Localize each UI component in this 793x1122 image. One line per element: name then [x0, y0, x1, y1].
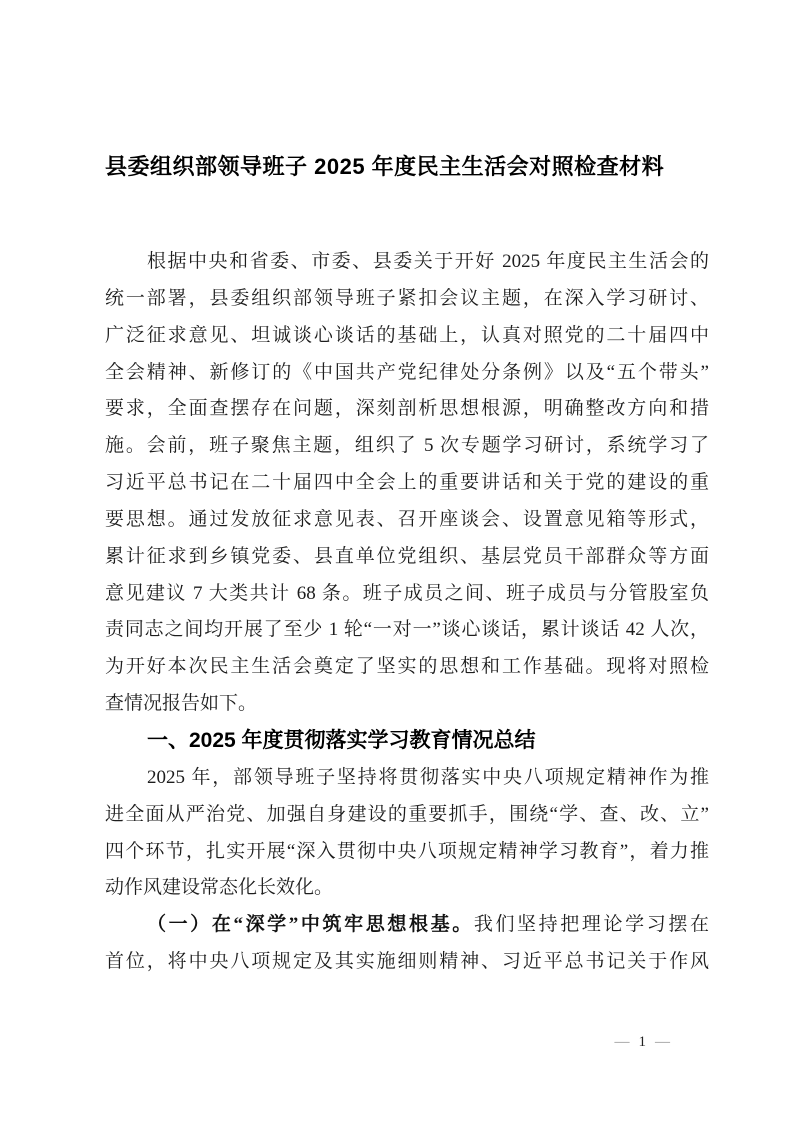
- text-run: 根据中央和省委、市委、县委关于开好 2025 年度民主生活会的: [147, 251, 709, 272]
- text-line: [105, 686, 709, 723]
- text-run: 首位，将中央八项规定及其实施细则精神、习近平总书记关于作风: [105, 951, 709, 973]
- page-number-left-dash: —: [614, 1034, 630, 1050]
- paragraph: [105, 907, 709, 981]
- paragraph: [105, 244, 709, 723]
- page-number: [615, 1031, 671, 1053]
- text-line: [105, 502, 709, 539]
- text-line: [105, 539, 709, 576]
- text-run: 四个环节，扎实开展“深入贯彻中央八项规定精神学习教育”，着力推: [105, 840, 709, 862]
- text-run: 动作风建设常态化长效化。: [105, 877, 334, 899]
- text-run: 查情况报告如下。: [105, 693, 258, 715]
- text-run: 统一部署，县委组织部领导班子紧扣会议主题，在深入学习研讨、: [105, 287, 709, 309]
- text-line: [105, 355, 709, 392]
- text-run: 全会精神、新修订的《中国共产党纪律处分条例》以及“五个带头”: [105, 361, 709, 383]
- text-run: 习近平总书记在二十届四中全会上的重要讲话和关于党的建设的重: [105, 472, 709, 494]
- text-run: 我们坚持把理论学习摆在: [473, 914, 709, 936]
- page-number-right-dash: —: [655, 1034, 670, 1050]
- text-run: 意见建议 7 大类共计 68 条。班子成员之间、班子成员与分管股室负: [105, 582, 709, 604]
- text-line: [105, 760, 709, 797]
- section-heading: [105, 723, 709, 760]
- document-title: 县委组织部领导班子 2025 年度民主生活会对照检查材料: [105, 154, 665, 179]
- text-line: [105, 797, 709, 834]
- text-run: 广泛征求意见、坦诚谈心谈话的基础上，认真对照党的二十届四中: [105, 324, 709, 346]
- text-run: 2025 年，部领导班子坚持将贯彻落实中央八项规定精神作为推: [147, 766, 709, 788]
- bold-lead-text: （一）在“深学”中筑牢思想根基。: [147, 914, 474, 936]
- text-line: [105, 870, 709, 907]
- text-line: [105, 576, 709, 613]
- text-line: [105, 318, 709, 355]
- page-number-value: 1: [638, 1034, 646, 1050]
- text-line: [105, 907, 709, 944]
- text-run: 进全面从严治党、加强自身建设的重要抓手，围绕“学、查、改、立”: [105, 803, 709, 825]
- text-run: 要求，全面查摆存在问题，深刻剖析思想根源，明确整改方向和措: [105, 398, 709, 420]
- text-run: 一、2025 年度贯彻落实学习教育情况总结: [147, 728, 536, 752]
- text-line: [105, 428, 709, 465]
- heading-line: [105, 723, 709, 760]
- text-run: 施。会前，班子聚焦主题，组织了 5 次专题学习研讨，系统学习了: [105, 435, 709, 457]
- text-run: 要思想。通过发放征求意见表、召开座谈会、设置意见箱等形式，: [105, 508, 709, 530]
- text-line: [105, 649, 709, 686]
- text-line: [105, 834, 709, 871]
- text-run: 为开好本次民主生活会奠定了坚实的思想和工作基础。现将对照检: [105, 656, 709, 678]
- text-line: [105, 244, 709, 281]
- text-run: 累计征求到乡镇党委、县直单位党组织、基层党员干部群众等方面: [105, 545, 709, 567]
- text-line: [105, 944, 709, 981]
- text-line: [105, 391, 709, 428]
- text-line: [105, 465, 709, 502]
- text-line: [105, 612, 709, 649]
- paragraph: [105, 760, 709, 907]
- document-body: [105, 244, 709, 981]
- text-line: [105, 281, 709, 318]
- text-run: 责同志之间均开展了至少 1 轮“一对一”谈心谈话，累计谈话 42 人次，: [105, 619, 709, 641]
